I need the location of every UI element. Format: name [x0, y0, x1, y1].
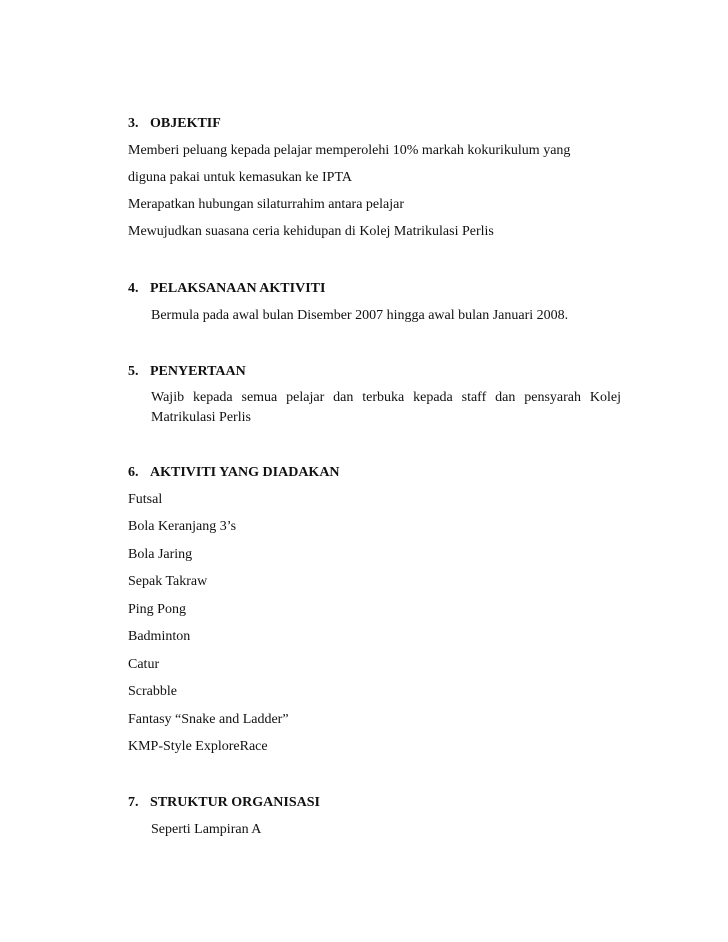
struktur-text: Seperti Lampiran A: [151, 822, 262, 837]
section-number: 3.: [128, 116, 139, 131]
section-number: 4.: [128, 281, 139, 296]
objektif-line: Mewujudkan suasana ceria kehidupan di Kolej Matrikulasi Perlis: [128, 224, 494, 239]
section-number: 5.: [128, 364, 139, 379]
activity-item: Fantasy “Snake and Ladder”: [128, 712, 289, 727]
section-heading-struktur: [128, 795, 320, 811]
pelaksanaan-text: Bermula pada awal bulan Disember 2007 hingga awal bulan Januari 2008.: [151, 308, 569, 323]
objektif-line: diguna pakai untuk kemasukan ke IPTA: [128, 170, 352, 185]
section-title: PENYERTAAN: [150, 364, 246, 379]
section-title: PELAKSANAAN AKTIVITI: [150, 281, 326, 296]
activity-item: Sepak Takraw: [128, 574, 208, 589]
penyertaan-text: Wajib kepada semua pelajar dan terbuka kepada staff dan pensyarah Kolej Matrikulasi Perlis: [151, 390, 621, 425]
objektif-line: Memberi peluang kepada pelajar memperolehi 10% markah kokurikulum yang: [128, 143, 571, 158]
activity-item: Scrabble: [128, 684, 177, 699]
activity-item: Badminton: [128, 629, 191, 644]
activity-item: Futsal: [128, 492, 163, 507]
activity-item: Bola Jaring: [128, 547, 193, 562]
activity-item: KMP-Style ExploreRace: [128, 739, 268, 754]
section-number: 6.: [128, 465, 139, 480]
section-number: 7.: [128, 795, 139, 810]
objektif-line: Merapatkan hubungan silaturrahim antara pelajar: [128, 197, 404, 212]
section-heading-objektif: [128, 116, 221, 132]
section-heading-pelaksanaan: [128, 281, 325, 297]
activity-item: Bola Keranjang 3’s: [128, 519, 237, 534]
section-title: AKTIVITI YANG DIADAKAN: [150, 465, 340, 480]
section-title: OBJEKTIF: [150, 116, 221, 131]
section-heading-penyertaan: [128, 364, 246, 380]
section-title: STRUKTUR ORGANISASI: [150, 795, 320, 810]
section-heading-aktiviti: [128, 465, 340, 481]
activity-item: Catur: [128, 657, 160, 672]
activity-item: Ping Pong: [128, 602, 186, 617]
